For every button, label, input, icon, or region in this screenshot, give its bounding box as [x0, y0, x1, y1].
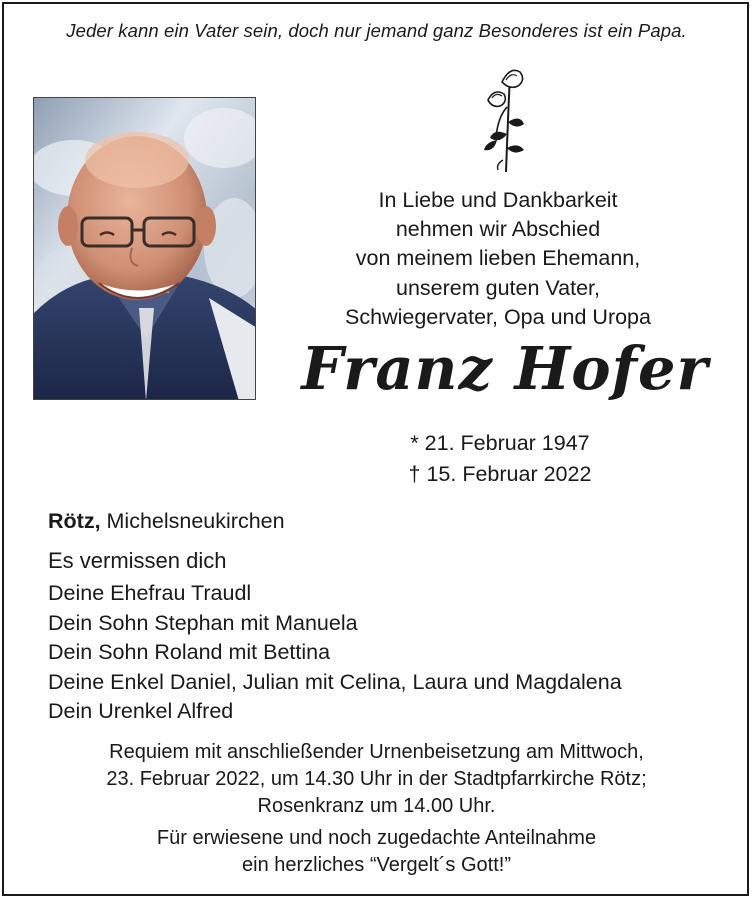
thanks-line: Für erwiesene und noch zugedachte Anteilnahme: [156, 827, 597, 849]
place-line: [48, 509, 285, 534]
rose-icon: [478, 62, 532, 174]
district: Michelsneukirchen: [100, 509, 285, 533]
motto: Jeder kann ein Vater sein, doch nur jemand ganz Besonderes ist ein Papa.: [66, 20, 687, 41]
intro-text: [300, 186, 696, 332]
family-member: Dein Sohn Roland mit Bettina: [48, 640, 331, 665]
miss-heading: Es vermissen dich: [48, 548, 227, 573]
portrait-photo: [33, 97, 256, 400]
intro-line: In Liebe und Dankbarkeit: [378, 188, 618, 212]
family-member: Dein Urenkel Alfred: [48, 699, 234, 724]
service-line: 23. Februar 2022, um 14.30 Uhr in der Stadtpfarrkirche Rötz;: [106, 768, 647, 790]
intro-line: nehmen wir Abschied: [395, 217, 601, 242]
intro-line: von meinem lieben Ehemann,: [355, 246, 641, 271]
family-member: Dein Sohn Stephan mit Manuela: [48, 610, 358, 635]
life-dates: [300, 428, 700, 490]
family-member: Deine Enkel Daniel, Julian mit Celina, Laura und Magdalena: [48, 669, 622, 694]
thanks-line: ein herzliches “Vergelt´s Gott!”: [242, 854, 511, 876]
service-line: Requiem mit anschließender Urnenbeisetzung am Mittwoch,: [109, 741, 644, 763]
service-line: Rosenkranz um 14.00 Uhr.: [257, 795, 496, 817]
thanks-note: [0, 825, 753, 879]
town: Rötz,: [48, 509, 101, 533]
death-date: † 15. Februar 2022: [408, 462, 592, 486]
family-list: [48, 579, 622, 727]
intro-line: Schwiegervater, Opa und Uropa: [345, 304, 651, 329]
deceased-name: Franz Hofer: [301, 334, 709, 403]
family-member: Deine Ehefrau Traudl: [48, 581, 252, 605]
birth-date: * 21. Februar 1947: [410, 431, 590, 455]
intro-line: unserem guten Vater,: [396, 275, 600, 300]
service-info: [0, 739, 753, 820]
